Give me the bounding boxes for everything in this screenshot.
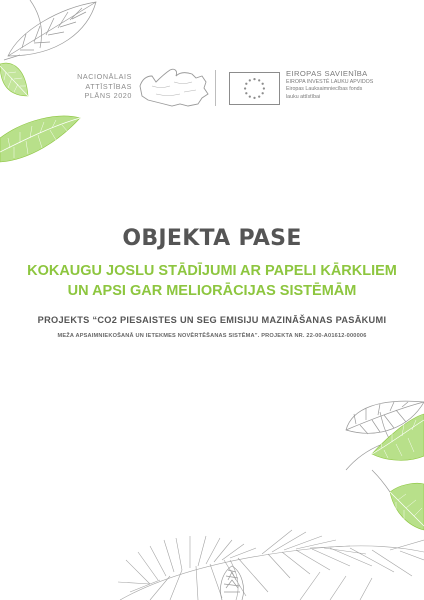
project-name: PROJEKTS “CO2 PIESAISTES UN SEG EMISIJU MAZINĀŠANAS PASĀKUMI	[37, 315, 387, 325]
document-title: OBJEKTA PASE	[122, 226, 302, 251]
subtitle-line: KOKAUGU JOSLU STĀDĪJUMI AR PAPELI KĀRKLIEM	[27, 263, 397, 279]
nap-logo-line: PLĀNS 2020	[84, 91, 132, 100]
eu-line: EIROPA INVESTĒ LAUKU APVIDOS	[286, 79, 374, 85]
nap-logo-line: NACIONĀLAIS	[77, 72, 132, 81]
latvia-map-icon	[136, 64, 212, 112]
document-subtitle	[0, 262, 424, 301]
eu-line: lauku attīstībai	[286, 93, 321, 100]
eu-line: Eiropas Lauksaimniecības fonds	[286, 86, 363, 93]
nap-logo-line: ATTĪSTĪBAS	[85, 81, 132, 91]
eu-flag-icon	[229, 72, 280, 105]
eu-logo-text	[286, 69, 373, 101]
eu-title: EIROPAS SAVIENĪBA	[286, 69, 368, 78]
subtitle-line: UN APSI GAR MELIORĀCIJAS SISTĒMĀM	[67, 282, 357, 299]
project-detail: MEŽA APSAIMNIEKOŠANĀ UN IETEKMES NOVĒRTĒŠANAS SISTĒMA”. PROJEKTA NR. 22-00-A01612-000006	[57, 333, 367, 339]
logo-divider	[215, 70, 216, 106]
nap-2020-logo	[70, 72, 132, 101]
